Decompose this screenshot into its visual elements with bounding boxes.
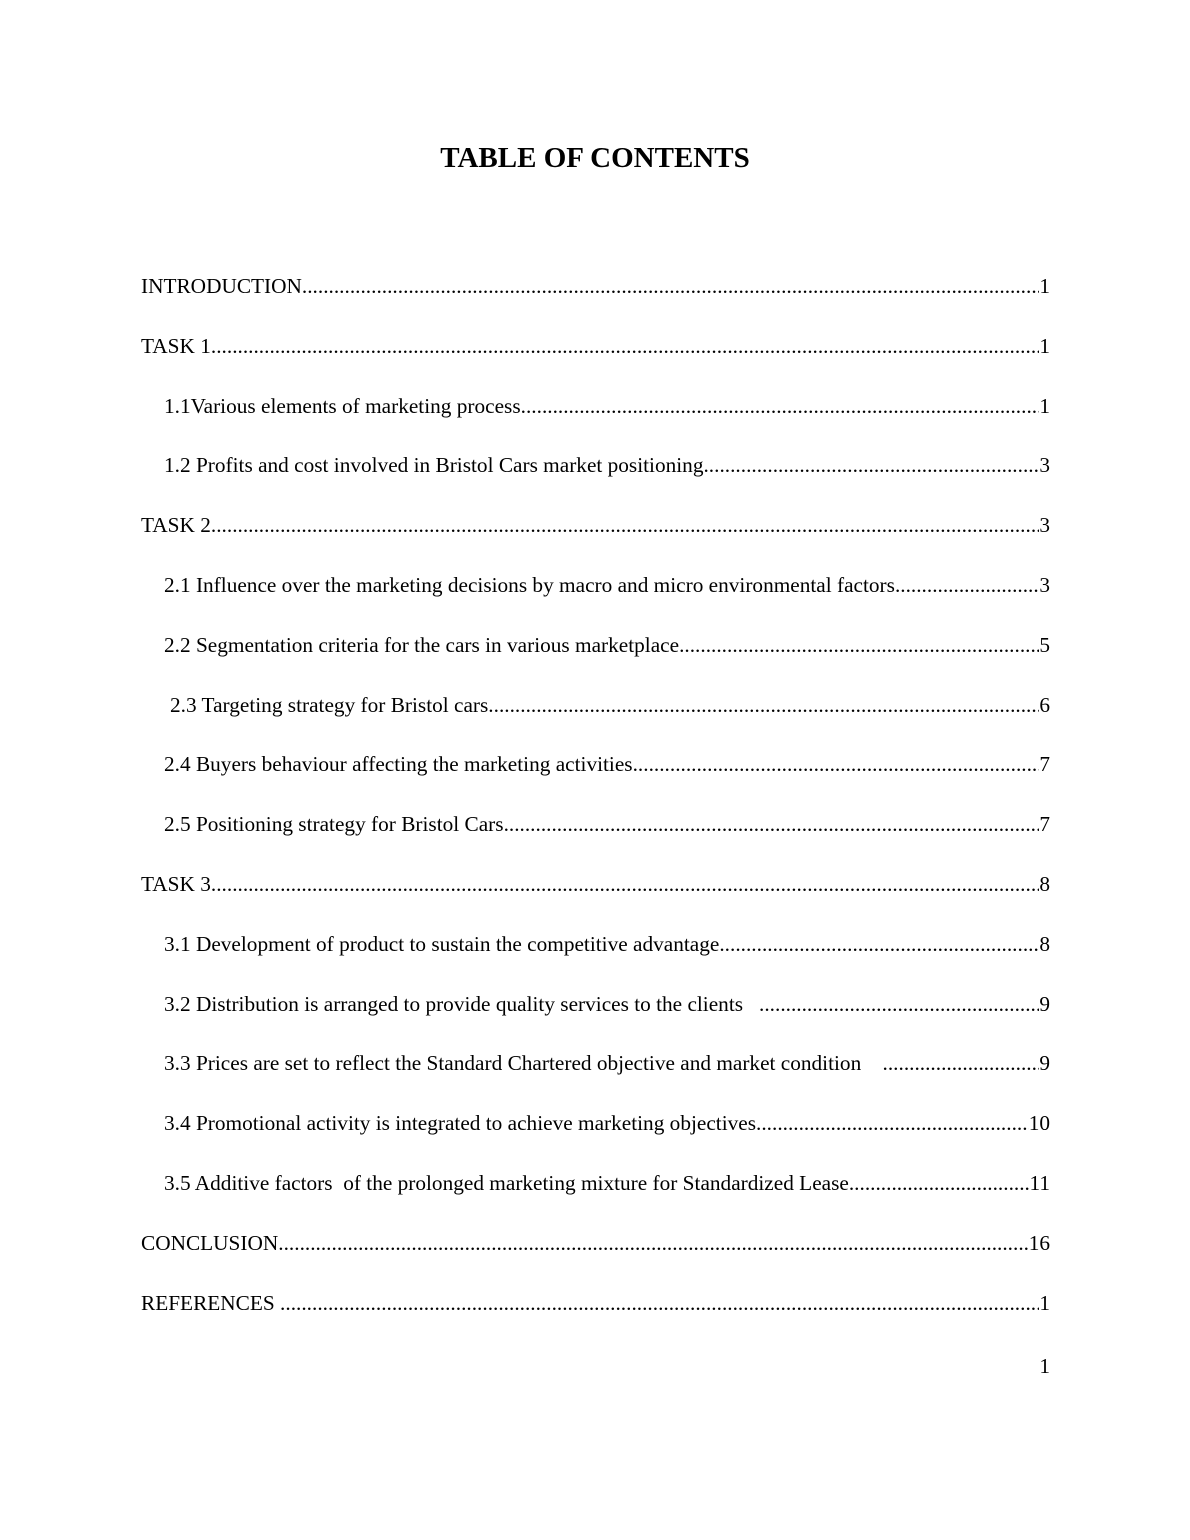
toc-entry-1-1[interactable] [141,390,1050,450]
toc-dot-leader [883,1047,1040,1079]
toc-entry-text: INTRODUCTION [141,274,302,298]
toc-entry-page: 1 [1039,333,1050,358]
toc-entry-page: 7 [1039,752,1050,777]
toc-dot-leader [521,390,1040,422]
toc-dot-leader [302,270,1039,302]
toc-entry-2-1[interactable] [141,569,1050,629]
toc-entry-introduction[interactable] [141,270,1050,330]
toc-entry-3-5[interactable] [141,1167,1050,1227]
toc-entry-text: TASK 2 [141,513,211,538]
toc-dot-leader [756,1107,1029,1139]
toc-dot-leader [679,629,1039,661]
toc-entry-page: 3 [1039,513,1050,538]
toc-dot-leader [633,748,1040,780]
toc-entry-text: 1.1Various elements of marketing process [164,393,521,418]
toc-entry-page: 1 [1039,274,1050,298]
toc-entry-page: 3 [1039,453,1050,478]
toc-entry-3-1[interactable] [141,928,1050,988]
toc-entry-text: 3.4 Promotional activity is integrated to achieve marketing objectives [164,1111,757,1136]
toc-entry-task-1[interactable] [141,330,1050,390]
toc-entry-page: 1 [1039,393,1050,418]
toc-entry-text: 2.1 Influence over the marketing decisions by macro and micro environmental factors [164,572,895,597]
toc-entry-page: 5 [1039,632,1050,657]
toc-entry-page: 7 [1039,812,1050,837]
page-number: 1 [1039,1354,1050,1378]
toc-entry-task-3[interactable] [141,868,1050,928]
toc-entry-page: 11 [1029,1170,1050,1195]
toc-entry-3-2[interactable] [141,988,1050,1048]
toc-entry-page: 8 [1039,931,1050,956]
toc-entry-task-2[interactable] [141,509,1050,569]
toc-entry-text: 2.5 Positioning strategy for Bristol Cars [164,812,504,837]
toc-dot-leader [504,808,1040,840]
toc-dot-leader [849,1167,1030,1199]
page-title: TABLE OF CONTENTS [440,142,750,174]
toc-entry-conclusion[interactable] [141,1227,1050,1287]
table-of-contents [141,270,1050,1346]
toc-entry-text: 3.3 Prices are set to reflect the Standard Chartered objective and market condition [164,1051,883,1076]
toc-entry-text: 2.4 Buyers behaviour affecting the marketing activities [164,752,633,777]
toc-dot-leader [211,509,1039,541]
toc-entry-page: 3 [1039,572,1050,597]
toc-dot-leader [719,928,1039,960]
toc-entry-text: 3.1 Development of product to sustain the competitive advantage [164,931,720,956]
toc-dot-leader [211,868,1039,900]
toc-dot-leader [278,1227,1028,1259]
toc-dot-leader [488,689,1039,721]
toc-entry-1-2[interactable] [141,449,1050,509]
toc-dot-leader [703,449,1039,481]
toc-entry-text: 2.2 Segmentation criteria for the cars in various marketplace [164,632,680,657]
toc-entry-page: 1 [1039,1290,1050,1315]
toc-entry-page: 9 [1039,991,1050,1016]
toc-entry-page: 9 [1039,1051,1050,1076]
toc-entry-references[interactable] [141,1287,1050,1347]
toc-entry-3-3[interactable] [141,1047,1050,1107]
toc-entry-page: 6 [1039,692,1050,717]
toc-entry-page: 8 [1039,871,1050,896]
toc-entry-text: 2.3 Targeting strategy for Bristol cars [170,692,489,717]
toc-entry-2-2[interactable] [141,629,1050,689]
toc-entry-text: 3.5 Additive factors of the prolonged marketing mixture for Standardized Lease [164,1170,849,1195]
toc-entry-text: 3.2 Distribution is arranged to provide quality services to the clients [164,991,760,1016]
toc-dot-leader [759,988,1039,1020]
toc-entry-text: 1.2 Profits and cost involved in Bristol Cars market positioning [164,453,704,478]
toc-entry-2-5[interactable] [141,808,1050,868]
toc-entry-2-4[interactable] [141,748,1050,808]
toc-entry-text: CONCLUSION [141,1230,279,1255]
toc-entry-page: 16 [1028,1230,1050,1255]
toc-dot-leader [895,569,1039,601]
toc-entry-text: REFERENCES [141,1290,281,1315]
toc-entry-page: 10 [1028,1111,1050,1136]
toc-entry-text: TASK 1 [141,333,211,358]
toc-entry-2-3[interactable] [141,689,1050,749]
toc-entry-3-4[interactable] [141,1107,1050,1167]
toc-dot-leader [280,1287,1039,1319]
toc-dot-leader [211,330,1039,362]
toc-entry-text: TASK 3 [141,871,211,896]
